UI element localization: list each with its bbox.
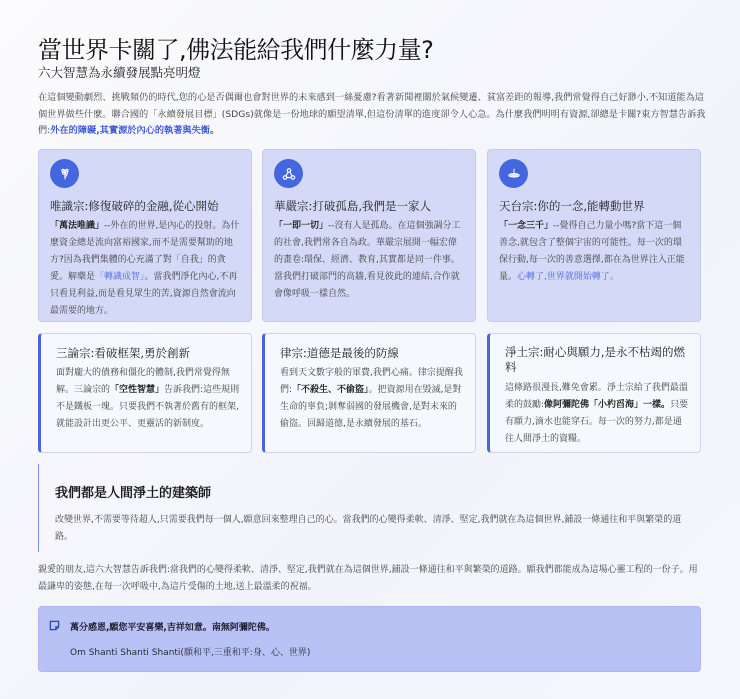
card-text: --沒有人是孤島。在這個強調分工的社會,我們常各自為政。華嚴宗展開一幅宏偉的畫卷:環保、經濟、教育,其實都是同一件事。當我們打破部門的高牆,看見彼此的連結,合作就會像呼吸一樣自然。 <box>274 221 461 299</box>
card-text: 。當我們淨化內心,不再只看見利益,而是看見眾生的苦,資源自然會流向最需要的地方。 <box>50 272 238 316</box>
card-text: --覺得自己力量小嗎?當下這一個善念,就包含了整個宇宙的可能性。每一次的環保行動,每一次的善意選擇,都在為世界注入正能量。 <box>499 221 685 282</box>
card-keyword: 「空性智慧」 <box>110 385 165 395</box>
card-title: 律宗:道德是最後的防線 <box>280 346 399 360</box>
card-keyword: 「萬法唯識」 <box>50 221 105 231</box>
intro-paragraph <box>38 90 706 140</box>
card-text: --外在的世界,是內心的投射。為什麼資金總是流向富裕國家,而不是需要幫助的地方?因為我們集體的心充滿了對「自我」的貪愛。解藥是 <box>50 221 240 282</box>
card-text: 面對龐大的債務和僵化的體制,我們常覺得無解。三論宗的 <box>56 368 230 395</box>
intro-text: 在這個變動劇烈、挑戰頻仍的時代,您的心是否偶爾也會對世界的未來感到一絲憂慮?看著新聞裡關於氣候變遷、貧富差距的報導,我們常覺得自己好渺小,不知道能為這個世界做些什麼。聯合國的「永續發展目標」(SDGs)就像是一份地球的願望清單,但這份清單的進度卻令人心急。為什麼我們明明有資源,卻總是卡關?東方智慧告訴我們: <box>38 92 706 136</box>
blessing-text: 萬分感恩,願您平安喜樂,吉祥如意。南無阿彌陀佛。 <box>70 623 275 633</box>
card-title: 三論宗:看破框架,勇於創新 <box>56 346 191 360</box>
card-keyword: 「一即一切」 <box>274 221 329 231</box>
card-weishi <box>38 149 252 322</box>
card-body <box>56 365 241 433</box>
card-jingtu <box>487 333 701 453</box>
card-body <box>505 380 690 448</box>
lamp-icon <box>499 159 528 188</box>
card-keyword: 「不殺生、不偷盜」 <box>292 385 369 395</box>
builder-quote-section <box>38 464 706 552</box>
mantra-text: Om Shanti Shanti Shanti(願和平,三重和平:身、心、世界) <box>70 648 311 658</box>
card-title: 天台宗:你的一念,能轉動世界 <box>499 199 645 213</box>
card-huayan <box>262 149 476 322</box>
section-heading: 我們都是人間淨土的建築師 <box>55 486 212 501</box>
card-tiantai <box>487 149 701 322</box>
card-title: 淨土宗:耐心與願力,是永不枯竭的燃料 <box>505 345 686 374</box>
intro-highlight: 外在的障礙,其實源於內心的執著與失衡。 <box>50 125 220 136</box>
page-title: 當世界卡關了,佛法能給我們什麼力量? <box>38 36 434 64</box>
card-text: 告訴我們:這些規則不是鐵板一塊。只要我們不執著於舊有的框架,就能設計出更公平、更靈活的新制度。 <box>56 385 240 429</box>
card-title: 華嚴宗:打破孤島,我們是一家人 <box>274 199 432 213</box>
card-body <box>274 218 465 303</box>
closing-paragraph: 親愛的朋友,這六大智慧告訴我們:當我們的心變得柔軟、清淨、堅定,我們就在為這個世界,鋪設一條通往和平與繁榮的道路。願我們都能成為這場心靈工程的一份子。用最謙卑的姿態,在每一次呼吸中,為這片受傷的土地,送上最溫柔的祝福。 <box>38 565 698 592</box>
card-title: 唯識宗:修復破碎的金融,從心開始 <box>50 199 219 213</box>
card-body <box>50 218 241 320</box>
network-icon <box>274 159 303 188</box>
card-lu <box>262 333 476 453</box>
card-text: 看到天文數字般的軍費,我們心痛。律宗提醒我們: <box>280 368 463 395</box>
card-body <box>499 218 690 286</box>
page-subtitle: 六大智慧為永續發展點亮明燈 <box>38 65 201 80</box>
card-body <box>280 365 465 433</box>
card-keyword: 像阿彌陀佛「小杓舀海」一樣。 <box>544 400 671 410</box>
blessing-box <box>38 606 701 672</box>
card-highlight: 「轉識成智」 <box>95 272 145 282</box>
card-text: 。把資源用在毀滅,是對生命的辜負;剝奪弱國的發展機會,是對未來的偷盜。回歸道德,是永續發展的基石。 <box>280 385 462 429</box>
section-body: 改變世界,不需要等待超人,只需要我們每一個人,願意回來整理自己的心。當我們的心變得柔軟、清淨、堅定,我們就在為這個世界,鋪設一條通往和平與繁榮的道路。 <box>55 515 682 542</box>
card-text: 這條路很漫長,難免會累。淨土宗給了我們最溫柔的鼓勵: <box>505 383 688 410</box>
flower-icon <box>50 159 79 188</box>
card-highlight: 心轉了,世界就開始轉了。 <box>517 272 619 282</box>
card-sanlun <box>38 333 252 453</box>
card-keyword: 「一念三千」 <box>499 221 554 231</box>
note-icon <box>49 620 60 631</box>
card-text: 只要有願力,滴水也能穿石。每一次的努力,都是通往人間淨土的資糧。 <box>505 400 689 444</box>
